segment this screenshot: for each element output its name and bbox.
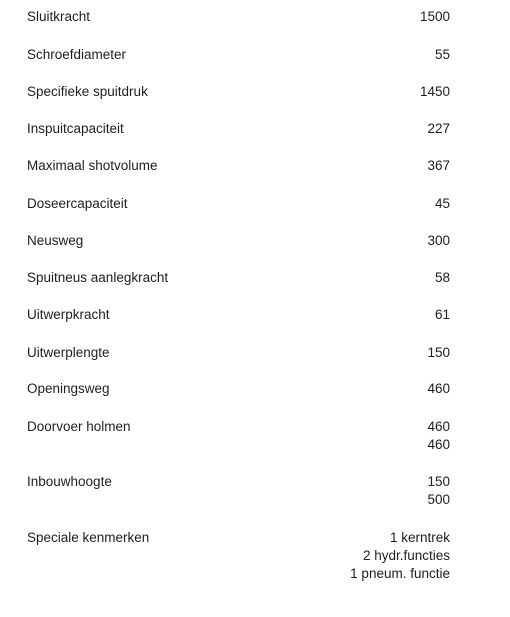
spec-value-line: 45 (434, 196, 450, 211)
spec-value-line: 460 (427, 419, 450, 434)
spec-value-line: 460 (427, 381, 450, 396)
spec-value (427, 380, 450, 398)
spec-value (427, 473, 450, 509)
spec-value-line: 1450 (419, 84, 450, 99)
spec-value (420, 83, 450, 101)
spec-value (350, 529, 450, 583)
spec-value (420, 8, 450, 26)
spec-label: Inbouwhoogte (27, 474, 112, 489)
spec-value-line: 227 (427, 121, 450, 136)
spec-label: Maximaal shotvolume (27, 158, 158, 173)
spec-value-line: 2 hydr.functies (362, 548, 450, 563)
spec-value-line: 300 (427, 233, 450, 248)
spec-value-line: 1500 (419, 9, 450, 24)
spec-value-line: 1 pneum. functie (350, 566, 450, 581)
spec-label: Speciale kenmerken (27, 530, 150, 545)
spec-label: Neusweg (27, 233, 84, 248)
spec-label: Doorvoer holmen (27, 419, 131, 434)
spec-value (427, 418, 450, 454)
spec-label: Specifieke spuitdruk (27, 84, 148, 99)
spec-value-line: 500 (427, 492, 450, 507)
spec-value-line: 61 (434, 307, 450, 322)
spec-value (435, 195, 450, 213)
spec-value-line: 150 (427, 345, 450, 360)
spec-value (435, 46, 450, 64)
spec-value-line: 460 (427, 437, 450, 452)
spec-value-line: 1 kerntrek (389, 530, 450, 545)
spec-value (427, 120, 450, 138)
spec-value (427, 344, 450, 362)
spec-label: Doseercapaciteit (27, 196, 128, 211)
spec-value (435, 269, 450, 287)
spec-label: Schroefdiameter (27, 47, 127, 62)
spec-label: Uitwerpkracht (27, 307, 110, 322)
spec-value-line: 58 (434, 270, 450, 285)
spec-value (427, 232, 450, 250)
spec-value (427, 157, 450, 175)
spec-value (435, 306, 450, 324)
spec-label: Inspuitcapaciteit (27, 121, 124, 136)
spec-label: Uitwerplengte (27, 345, 110, 360)
spec-label: Sluitkracht (27, 9, 91, 24)
spec-value-line: 367 (427, 158, 450, 173)
spec-value-line: 150 (427, 474, 450, 489)
spec-value-line: 55 (434, 47, 450, 62)
spec-label: Openingsweg (27, 381, 110, 396)
spec-label: Spuitneus aanlegkracht (27, 270, 169, 285)
